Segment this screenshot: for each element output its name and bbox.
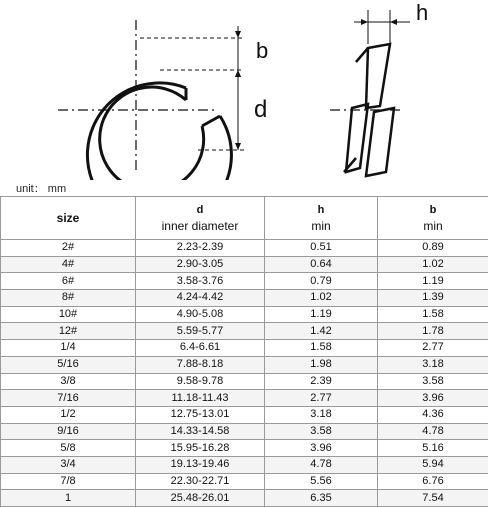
table-row	[1, 356, 488, 373]
cell-b-min: 5.16	[378, 440, 488, 457]
cell-h-min: 3.58	[265, 423, 378, 440]
cell-h-min: 0.51	[265, 240, 378, 257]
table-row	[1, 456, 488, 473]
washer-center-lines	[58, 20, 215, 172]
table-row	[1, 340, 488, 357]
table-row	[1, 406, 488, 423]
table-body	[1, 240, 488, 507]
side-section-left	[346, 104, 368, 172]
cell-size: 6#	[1, 273, 136, 290]
washer-top-view	[87, 83, 231, 180]
washer-outer-edge	[87, 83, 231, 180]
washer-spec-table	[0, 196, 488, 507]
cell-size: 7/8	[1, 473, 136, 490]
header-d-symbol: d	[136, 202, 264, 218]
table-row	[1, 490, 488, 507]
cell-inner-diameter: 22.30-22.71	[136, 473, 265, 490]
header-b-symbol: b	[378, 202, 488, 218]
cell-size: 1	[1, 490, 136, 507]
header-size-label: size	[57, 211, 80, 225]
unit-note: unit： mm	[16, 180, 66, 196]
table-row	[1, 273, 488, 290]
header-b-desc: min	[378, 218, 488, 234]
side-section-upper	[366, 44, 390, 108]
cell-inner-diameter: 2.23-2.39	[136, 240, 265, 257]
table-header	[1, 197, 488, 240]
header-d-desc: inner diameter	[136, 218, 264, 234]
cell-size: 8#	[1, 290, 136, 307]
cell-size: 12#	[1, 323, 136, 340]
cell-inner-diameter: 15.95-16.28	[136, 440, 265, 457]
cell-inner-diameter: 3.58-3.76	[136, 273, 265, 290]
cell-h-min: 4.78	[265, 456, 378, 473]
cell-inner-diameter: 11.18-11.43	[136, 390, 265, 407]
table-row	[1, 240, 488, 257]
cell-size: 2#	[1, 240, 136, 257]
cell-size: 7/16	[1, 390, 136, 407]
cell-inner-diameter: 6.4-6.61	[136, 340, 265, 357]
washer-inner-edge	[100, 87, 204, 180]
cell-h-min: 2.39	[265, 373, 378, 390]
cell-h-min: 1.42	[265, 323, 378, 340]
header-d	[136, 197, 265, 240]
cell-inner-diameter: 4.90-5.08	[136, 306, 265, 323]
cell-inner-diameter: 25.48-26.01	[136, 490, 265, 507]
cell-size: 3/8	[1, 373, 136, 390]
header-b	[378, 197, 488, 240]
cell-b-min: 7.54	[378, 490, 488, 507]
table-row	[1, 440, 488, 457]
cell-size: 1/2	[1, 406, 136, 423]
cell-inner-diameter: 12.75-13.01	[136, 406, 265, 423]
dimension-b-label: b	[256, 38, 268, 64]
header-row	[1, 197, 488, 240]
cell-size: 9/16	[1, 423, 136, 440]
cell-size: 4#	[1, 256, 136, 273]
side-section-lower	[366, 108, 394, 176]
cell-h-min: 3.96	[265, 440, 378, 457]
cell-b-min: 1.19	[378, 273, 488, 290]
table-row	[1, 390, 488, 407]
cell-b-min: 0.89	[378, 240, 488, 257]
dimension-h-label: h	[416, 0, 428, 26]
cell-h-min: 3.18	[265, 406, 378, 423]
cell-b-min: 3.96	[378, 390, 488, 407]
cell-b-min: 4.78	[378, 423, 488, 440]
table-row	[1, 323, 488, 340]
cell-b-min: 1.78	[378, 323, 488, 340]
table-row	[1, 290, 488, 307]
cell-h-min: 1.19	[265, 306, 378, 323]
cell-h-min: 1.02	[265, 290, 378, 307]
cell-b-min: 1.39	[378, 290, 488, 307]
header-h	[265, 197, 378, 240]
cell-h-min: 1.98	[265, 356, 378, 373]
cell-b-min: 4.36	[378, 406, 488, 423]
cell-h-min: 0.64	[265, 256, 378, 273]
header-h-desc: min	[265, 218, 377, 234]
cell-size: 5/16	[1, 356, 136, 373]
cell-b-min: 1.02	[378, 256, 488, 273]
table-row	[1, 473, 488, 490]
cell-inner-diameter: 19.13-19.46	[136, 456, 265, 473]
cell-inner-diameter: 2.90-3.05	[136, 256, 265, 273]
table-row	[1, 306, 488, 323]
table-row	[1, 256, 488, 273]
split-edge-bottom	[202, 116, 220, 126]
table-row	[1, 373, 488, 390]
cell-inner-diameter: 7.88-8.18	[136, 356, 265, 373]
cell-h-min: 2.77	[265, 390, 378, 407]
cell-h-min: 1.58	[265, 340, 378, 357]
cell-b-min: 6.76	[378, 473, 488, 490]
header-size	[1, 197, 136, 240]
cell-inner-diameter: 5.59-5.77	[136, 323, 265, 340]
cell-inner-diameter: 9.58-9.78	[136, 373, 265, 390]
cell-size: 5/8	[1, 440, 136, 457]
cell-inner-diameter: 4.24-4.42	[136, 290, 265, 307]
dimension-d-label: d	[254, 96, 267, 124]
dimension-h	[354, 10, 410, 44]
cell-h-min: 6.35	[265, 490, 378, 507]
cell-size: 3/4	[1, 456, 136, 473]
cell-b-min: 2.77	[378, 340, 488, 357]
cell-inner-diameter: 14.33-14.58	[136, 423, 265, 440]
cell-b-min: 3.58	[378, 373, 488, 390]
cell-b-min: 1.58	[378, 306, 488, 323]
cell-b-min: 5.94	[378, 456, 488, 473]
cell-size: 1/4	[1, 340, 136, 357]
cell-b-min: 3.18	[378, 356, 488, 373]
table-row	[1, 423, 488, 440]
header-h-symbol: h	[265, 202, 377, 218]
cell-h-min: 0.79	[265, 273, 378, 290]
cell-h-min: 5.56	[265, 473, 378, 490]
washer-dimension-drawing	[0, 0, 488, 180]
dimension-b	[140, 26, 244, 82]
cell-size: 10#	[1, 306, 136, 323]
